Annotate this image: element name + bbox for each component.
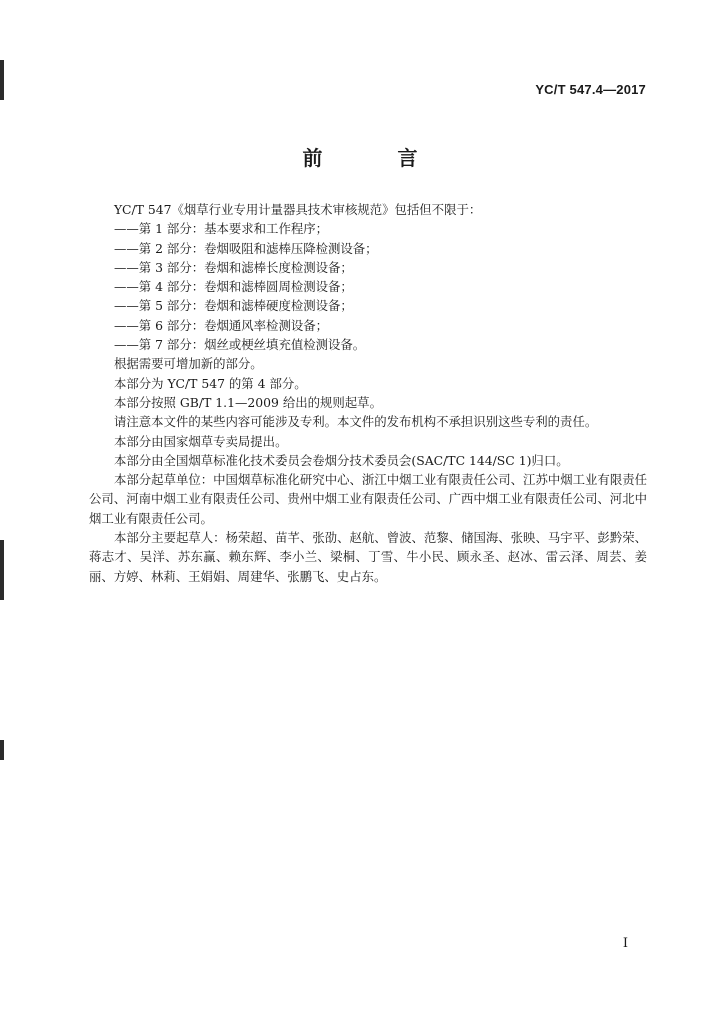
- standard-code: YC/T 547.4—2017: [535, 82, 646, 97]
- page-title: 前 言: [302, 146, 452, 170]
- text-line: 本部分按照 GB/T 1.1—2009 给出的规则起草。: [114, 394, 382, 410]
- part-item: ——第 6 部分：卷烟通风率检测设备；: [114, 317, 329, 333]
- scan-edge-mark: [0, 540, 4, 600]
- intro-line: YC/T 547《烟草行业专用计量器具技术审核规范》包括但不限于：: [114, 202, 482, 217]
- part-item: ——第 1 部分：基本要求和工作程序；: [114, 221, 329, 237]
- scan-edge-mark: [0, 740, 4, 760]
- text-line: 请注意本文件的某些内容可能涉及专利。本文件的发布机构不承担识别这些专利的责任。: [114, 414, 598, 430]
- text-line: 本部分由国家烟草专卖局提出。: [114, 433, 288, 449]
- foreword-body: [89, 200, 647, 586]
- page-number: I: [622, 936, 628, 951]
- text-line: 根据需要可增加新的部分。: [114, 356, 263, 372]
- drafters-paragraph: 本部分主要起草人：杨荣超、苗芊、张劭、赵航、曾波、范黎、储国海、张映、马宇平、彭黔荣、蒋志才、吴洋、苏东赢、赖东辉、李小兰、梁桐、丁雪、牛小民、顾永圣、赵冰、雷云泽、周芸、姜丽、方婷、林莉、王娟娟、周建华、张鹏飞、史占东。: [89, 530, 647, 584]
- part-item: ——第 4 部分：卷烟和滤棒圆周检测设备；: [114, 279, 353, 295]
- text-line: 本部分为 YC/T 547 的第 4 部分。: [114, 375, 307, 391]
- part-item: ——第 7 部分：烟丝或梗丝填充值检测设备。: [114, 337, 366, 353]
- scan-edge-mark: [0, 60, 4, 100]
- part-item: ——第 3 部分：卷烟和滤棒长度检测设备；: [114, 259, 353, 275]
- part-item: ——第 5 部分：卷烟和滤棒硬度检测设备；: [114, 298, 353, 314]
- part-item: ——第 2 部分：卷烟吸阻和滤棒压降检测设备；: [114, 240, 378, 256]
- drafting-units-paragraph: 本部分起草单位：中国烟草标准化研究中心、浙江中烟工业有限责任公司、江苏中烟工业有限责任公司、河南中烟工业有限责任公司、贵州中烟工业有限责任公司、广西中烟工业有限责任公司、河北中烟工业有限责任公司。: [89, 472, 647, 526]
- text-line: 本部分由全国烟草标准化技术委员会卷烟分技术委员会(SAC/TC 144/SC 1)归口。: [114, 452, 569, 468]
